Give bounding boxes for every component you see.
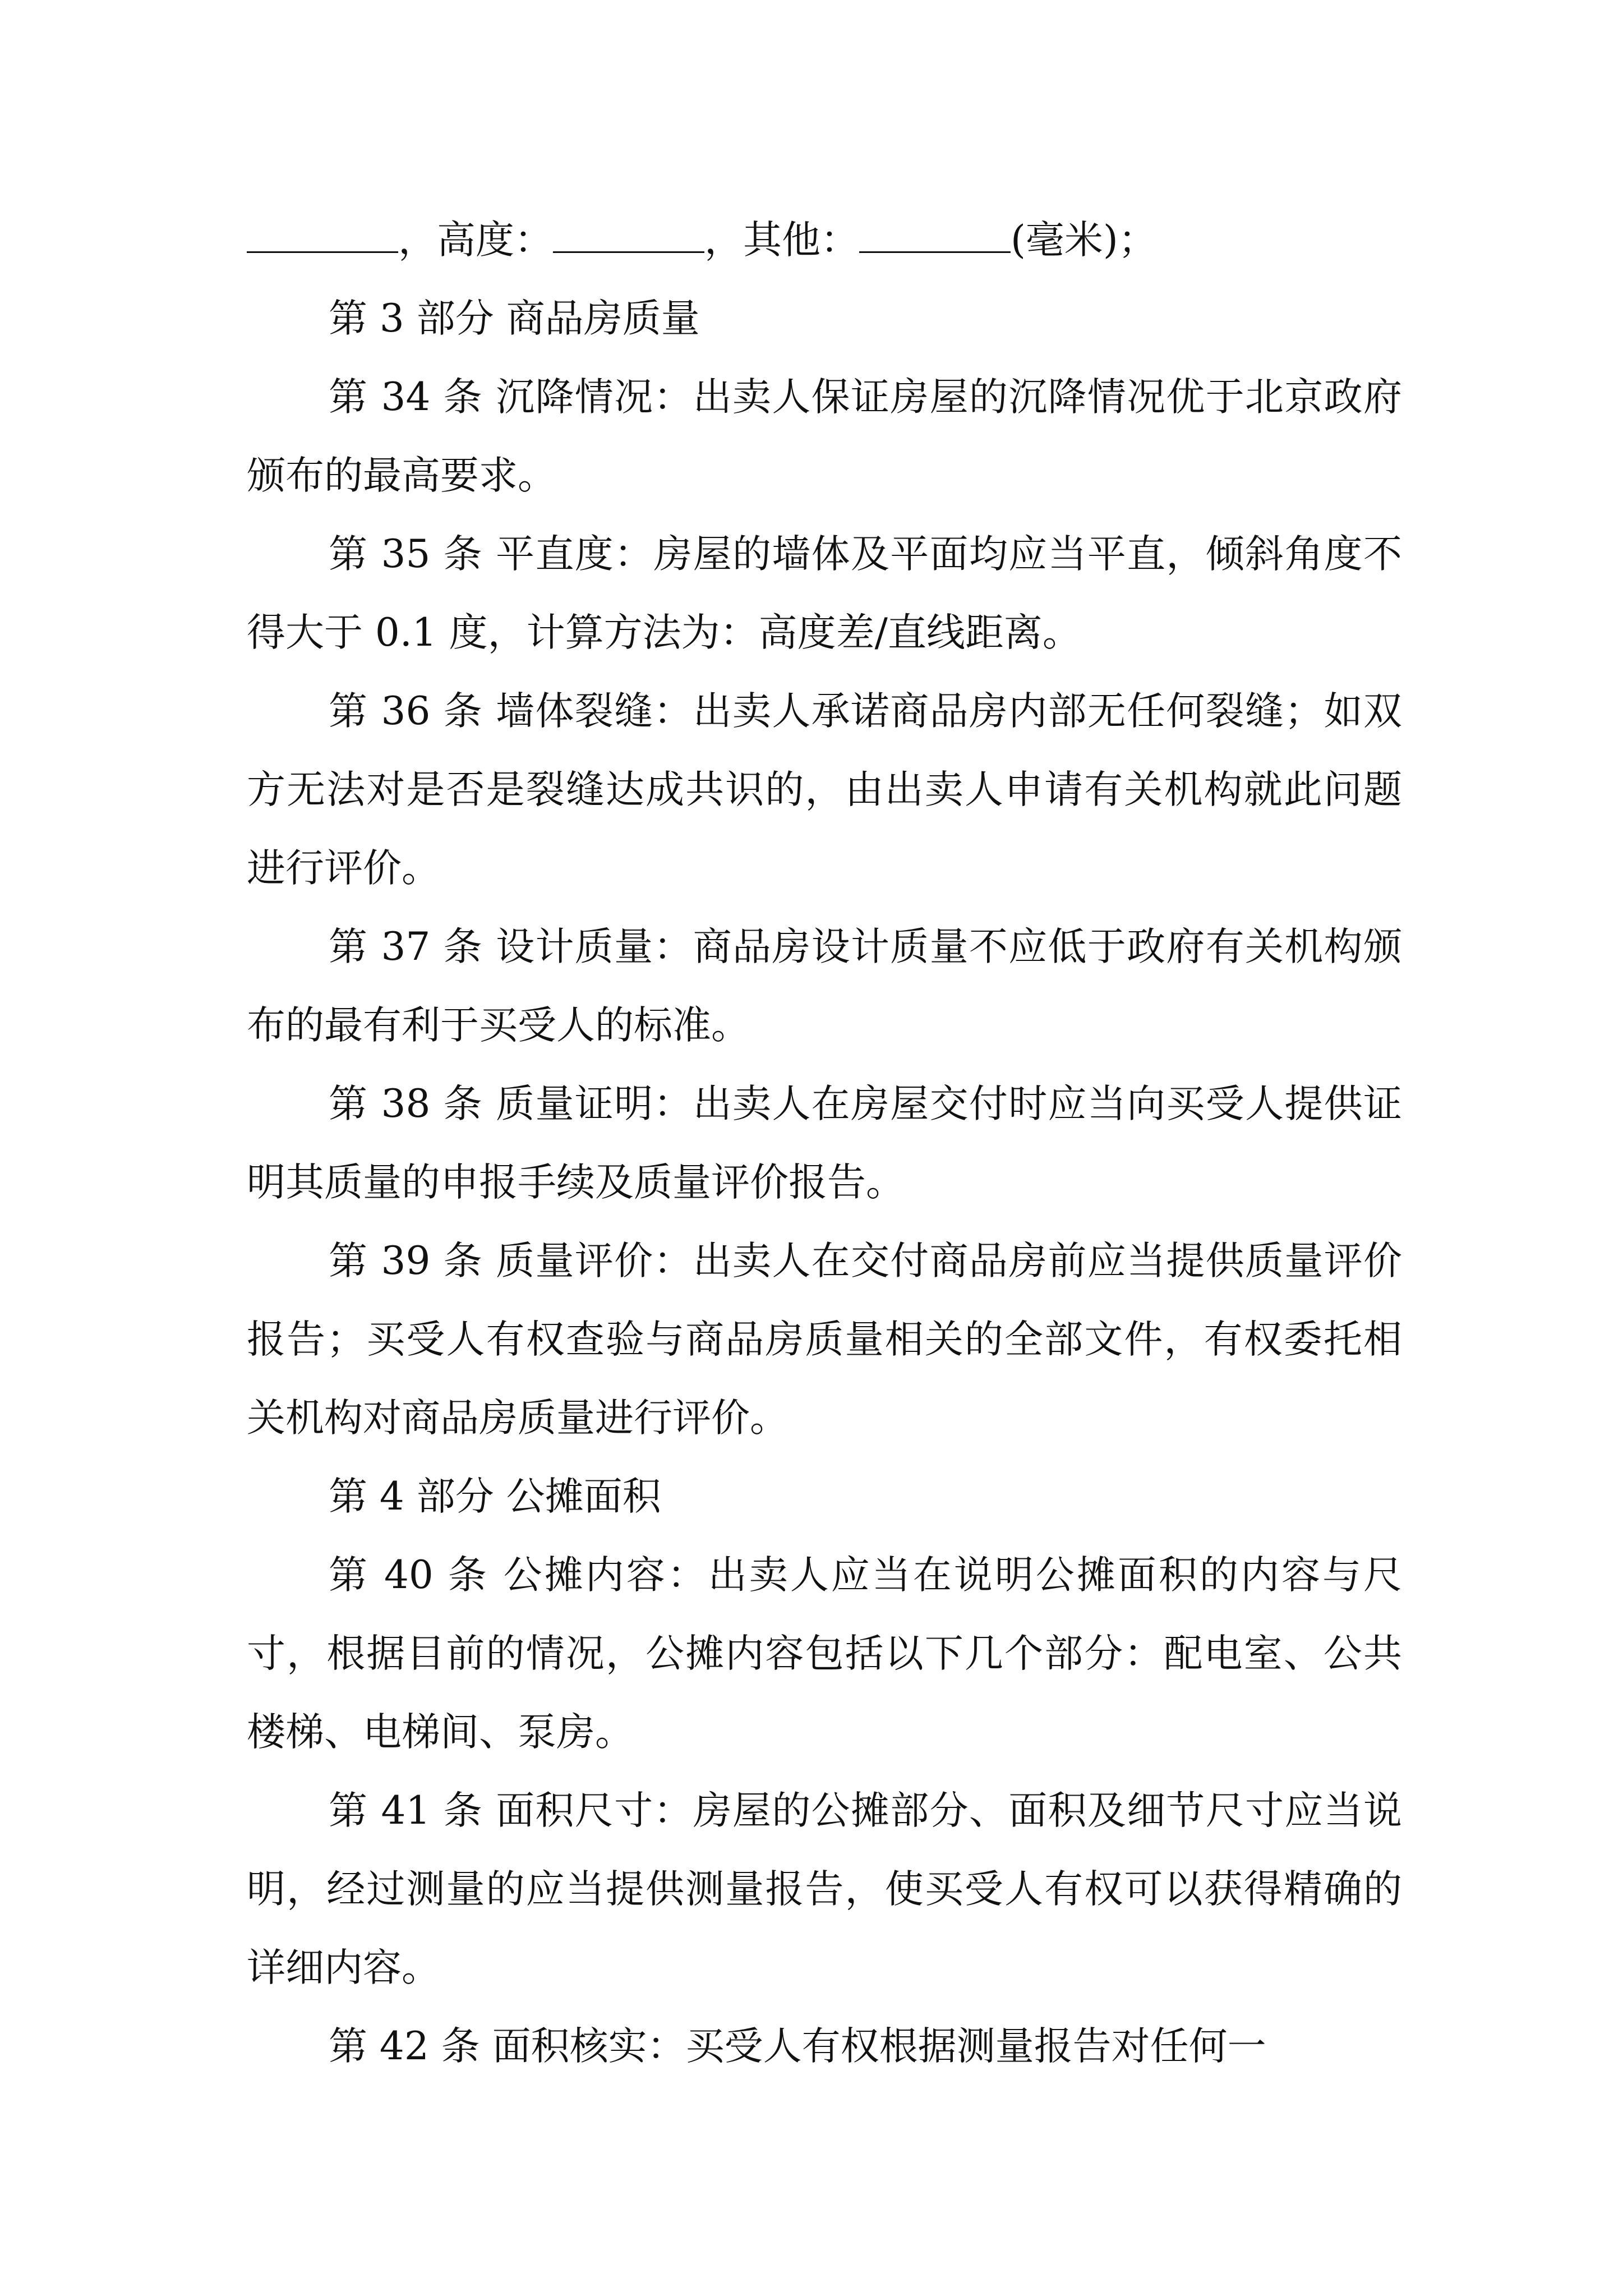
article-39: 第 39 条 质量评价：出卖人在交付商品房前应当提供质量评价报告；买受人有权查验与商品房质量相关的全部文件，有权委托相关机构对商品房质量进行评价。 — [247, 1239, 1402, 1441]
section-heading-4: 第 4 部分 公摊面积 — [329, 1474, 661, 1519]
article-37: 第 37 条 设计质量：商品房设计质量不应低于政府有关机构颁布的最有利于买受人的标准。 — [247, 924, 1402, 1048]
article-41: 第 41 条 面积尺寸：房屋的公摊部分、面积及细节尺寸应当说明，经过测量的应当提供测量报告，使买受人有权可以获得精确的详细内容。 — [247, 1788, 1402, 1990]
dimension-line — [247, 201, 1402, 279]
unit-label: (毫米)； — [1011, 218, 1157, 263]
document-body — [247, 201, 1402, 2086]
label-height: ，高度： — [398, 218, 553, 263]
blank-field-height — [553, 215, 704, 253]
article-35: 第 35 条 平直度：房屋的墙体及平面均应当平直，倾斜角度不得大于 0.1 度，计算方法为：高度差/直线距离。 — [247, 532, 1402, 655]
article-40: 第 40 条 公摊内容：出卖人应当在说明公摊面积的内容与尺寸，根据目前的情况，公摊内容包括以下几个部分：配电室、公共楼梯、电梯间、泵房。 — [247, 1553, 1402, 1755]
blank-field-width — [247, 215, 398, 253]
blank-field-other — [859, 215, 1011, 253]
article-34: 第 34 条 沉降情况：出卖人保证房屋的沉降情况优于北京政府颁布的最高要求。 — [247, 375, 1402, 498]
label-other: ，其他： — [704, 218, 859, 263]
article-38: 第 38 条 质量证明：出卖人在房屋交付时应当向买受人提供证明其质量的申报手续及质量评价报告。 — [247, 1082, 1402, 1205]
article-42: 第 42 条 面积核实：买受人有权根据测量报告对任何一 — [329, 2024, 1266, 2069]
section-heading-3: 第 3 部分 商品房质量 — [329, 296, 700, 341]
article-36: 第 36 条 墙体裂缝：出卖人承诺商品房内部无任何裂缝；如双方无法对是否是裂缝达成共识的，由出卖人申请有关机构就此问题进行评价。 — [247, 689, 1402, 891]
